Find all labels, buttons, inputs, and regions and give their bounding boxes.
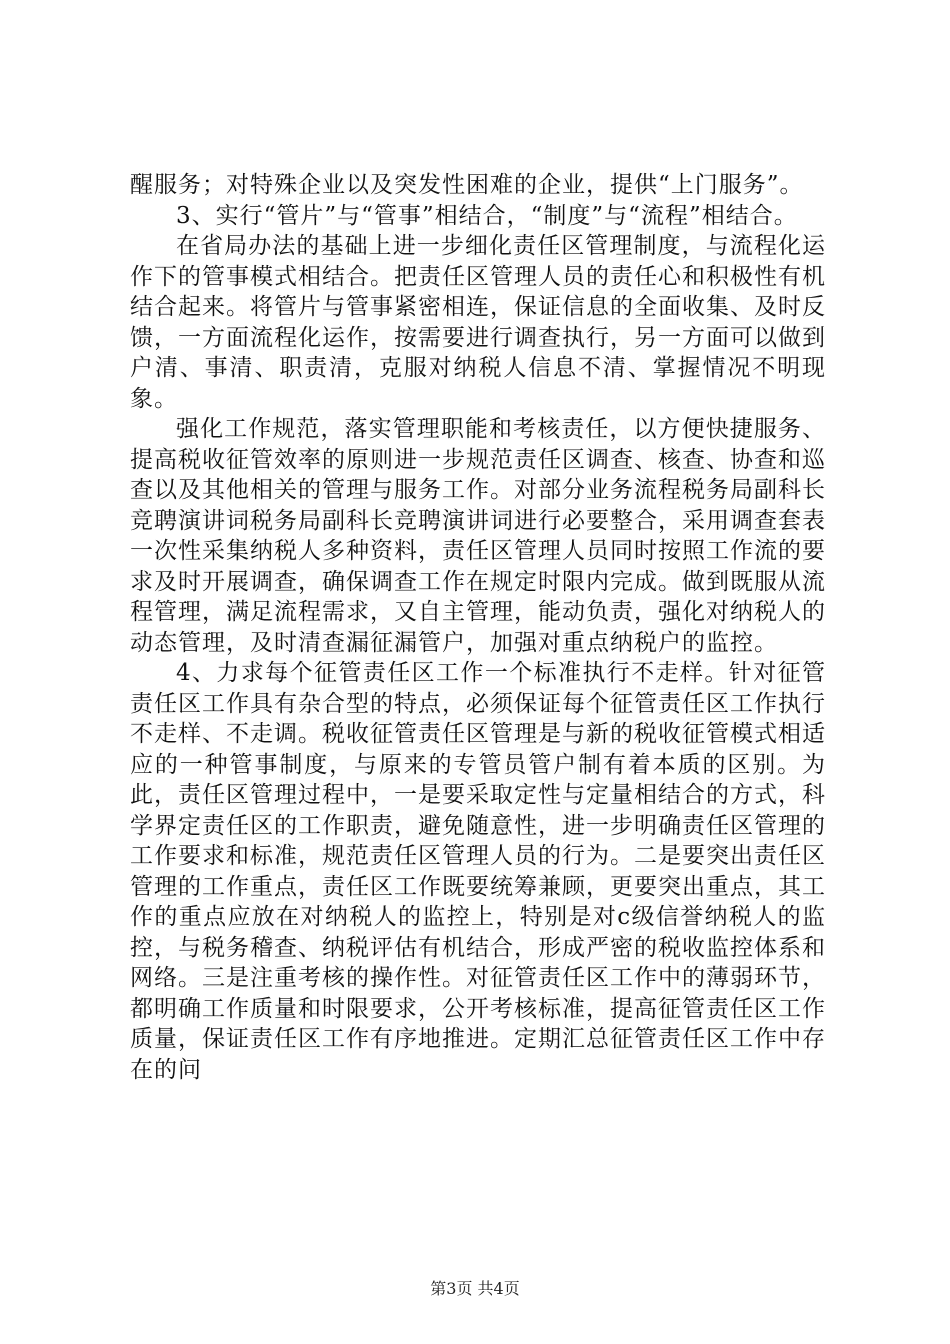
paragraph-body: 在省局办法的基础上进一步细化责任区管理制度，与流程化运作下的管事模式相结合。把责任区管理人员的责任心和积极性有机结合起来。将管片与管事紧密相连，保证信息的全面收集、及时反馈，一方面流程化运作，按需要进行调查执行，另一方面可以做到户清、事清、职责清，克服对纳税人信息不清、掌握情况不明现象。 bbox=[130, 233, 826, 412]
page-number-footer: 第3页 共4页 bbox=[430, 1279, 520, 1298]
document-body bbox=[130, 170, 826, 1085]
paragraph-continuation: 醒服务；对特殊企业以及突发性困难的企业，提供“上门服务”。 bbox=[130, 172, 804, 198]
paragraph-body: 强化工作规范，落实管理职能和考核责任，以方便快捷服务、提高税收征管效率的原则进一步规范责任区调查、核查、协查和巡查以及其他相关的管理与服务工作。对部分业务流程税务局副科长竞聘演讲词税务局副科长竞聘演讲词进行必要整合，采用调查套表一次性采集纳税人多种资料，责任区管理人员同时按照工作流的要求及时开展调查，确保调查工作在规定时限内完成。做到既服从流程管理，满足流程需求，又自主管理，能动负责，强化对纳税人的动态管理，及时清查漏征漏管户，加强对重点纳税户的监控。 bbox=[130, 416, 826, 656]
paragraph-heading-4: 4、力求每个征管责任区工作一个标准执行不走样。针对征管责任区工作具有杂合型的特点，必须保证每个征管责任区工作执行不走样、不走调。税收征管责任区管理是与新的税收征管模式相适应的一种管事制度，与原来的专管员管户制有着本质的区别。为此，责任区管理过程中，一是要采取定性与定量相结合的方式，科学界定责任区的工作职责，避免随意性，进一步明确责任区管理的工作要求和标准，规范责任区管理人员的行为。二是要突出责任区管理的工作重点，责任区工作既要统筹兼顾，更要突出重点，其工作的重点应放在对纳税人的监控上，特别是对c级信誉纳税人的监控，与税务稽查、纳税评估有机结合，形成严密的税收监控体系和网络。三是注重考核的操作性。对征管责任区工作中的薄弱环节，都明确工作质量和时限要求，公开考核标准，提高征管责任区工作质量，保证责任区工作有序地推进。定期汇总征管责任区工作中存在的问 bbox=[130, 660, 826, 1083]
paragraph-heading-3: 3、实行“管片”与“管事”相结合，“制度”与“流程”相结合。 bbox=[176, 202, 798, 229]
